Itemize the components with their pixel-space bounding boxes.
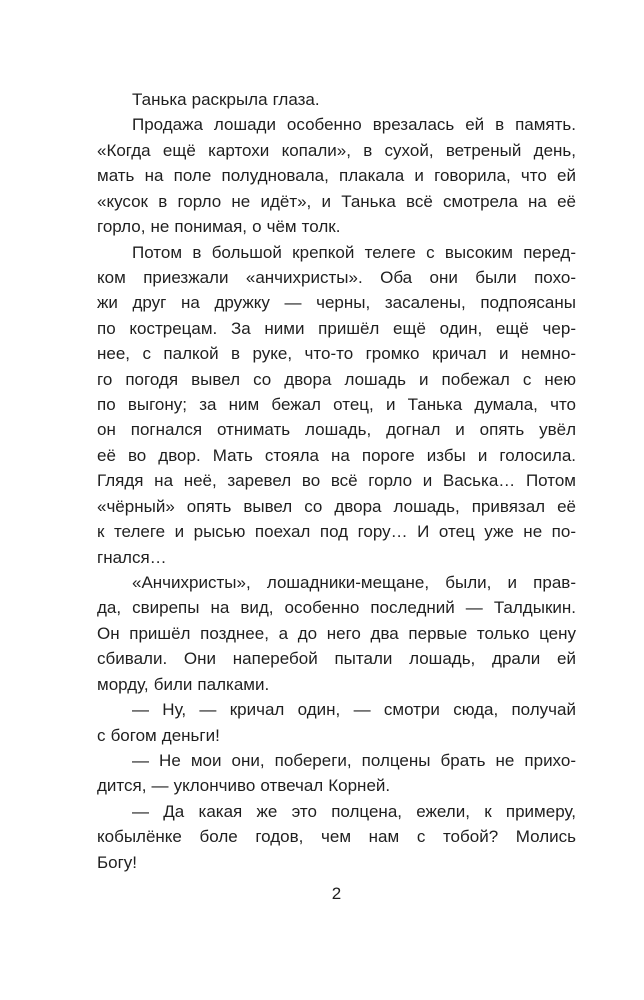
- text-line: к телеге и рысью поехал под гору… И отец уже не по-: [97, 522, 576, 542]
- text-line: го погодя вывел со двора лошадь и побежал с нею: [97, 369, 576, 389]
- text-line: — Ну, — кричал один, — смотри сюда, получай: [132, 700, 576, 720]
- text-line: морду, били палками.: [97, 674, 270, 694]
- text-line: Богу!: [97, 852, 138, 872]
- text-line: он погнался отнимать лошадь, догнал и опять увёл: [97, 420, 576, 440]
- text-line: Глядя на неё, заревел во всё горло и Васька… Потом: [97, 471, 576, 491]
- text-line: «Когда ещё картохи копали», в сухой, ветреный день,: [97, 140, 576, 160]
- text-line: гнался…: [97, 547, 167, 567]
- page-number: 2: [331, 884, 342, 903]
- text-line: с богом деньги!: [97, 725, 220, 745]
- text-line: — Да какая же это полцена, ежели, к примеру,: [132, 801, 576, 821]
- text-line: «кусок в горло не идёт», и Танька всё смотрела на её: [97, 191, 576, 211]
- text-line: дится, — уклончиво отвечал Корней.: [97, 776, 391, 796]
- text-line: да, свирепы на вид, особенно последний — Талдыкин.: [97, 598, 576, 618]
- text-line: горло, не понимая, о чём толк.: [97, 217, 341, 237]
- text-line: по кострецам. За ними пришёл ещё один, ещё чер-: [97, 318, 576, 338]
- text-line: нее, с палкой в руке, что-то громко кричал и немно-: [97, 344, 576, 364]
- text-line: Танька раскрыла глаза.: [132, 90, 320, 109]
- text-line: жи друг на дружку — черны, засалены, подпоясаны: [97, 293, 576, 313]
- text-line: кобылёнке боле годов, чем нам с тобой? Молись: [97, 827, 576, 847]
- page-text: [97, 87, 576, 875]
- text-line: «Анчихристы», лошадники-мещане, были, и прав-: [132, 573, 576, 593]
- text-line: Продажа лошади особенно врезалась ей в память.: [132, 115, 576, 135]
- text-line: ком приезжали «анчихристы». Оба они были похо-: [97, 267, 576, 287]
- text-line: её во двор. Мать стояла на пороге избы и голосила.: [97, 445, 576, 465]
- text-line: Потом в большой крепкой телеге с высоким перед-: [132, 242, 576, 262]
- text-line: мать на поле полудновала, плакала и говорила, что ей: [97, 166, 576, 186]
- text-line: — Не мои они, побереги, полцены брать не прихо-: [132, 750, 576, 770]
- text-line: по выгону; за ним бежал отец, и Танька думала, что: [97, 395, 576, 415]
- text-line: сбивали. Они наперебой пытали лошадь, драли ей: [97, 649, 576, 669]
- text-line: «чёрный» опять вывел со двора лошадь, привязал её: [97, 496, 576, 516]
- text-line: Он пришёл позднее, а до него два первые только цену: [97, 623, 576, 643]
